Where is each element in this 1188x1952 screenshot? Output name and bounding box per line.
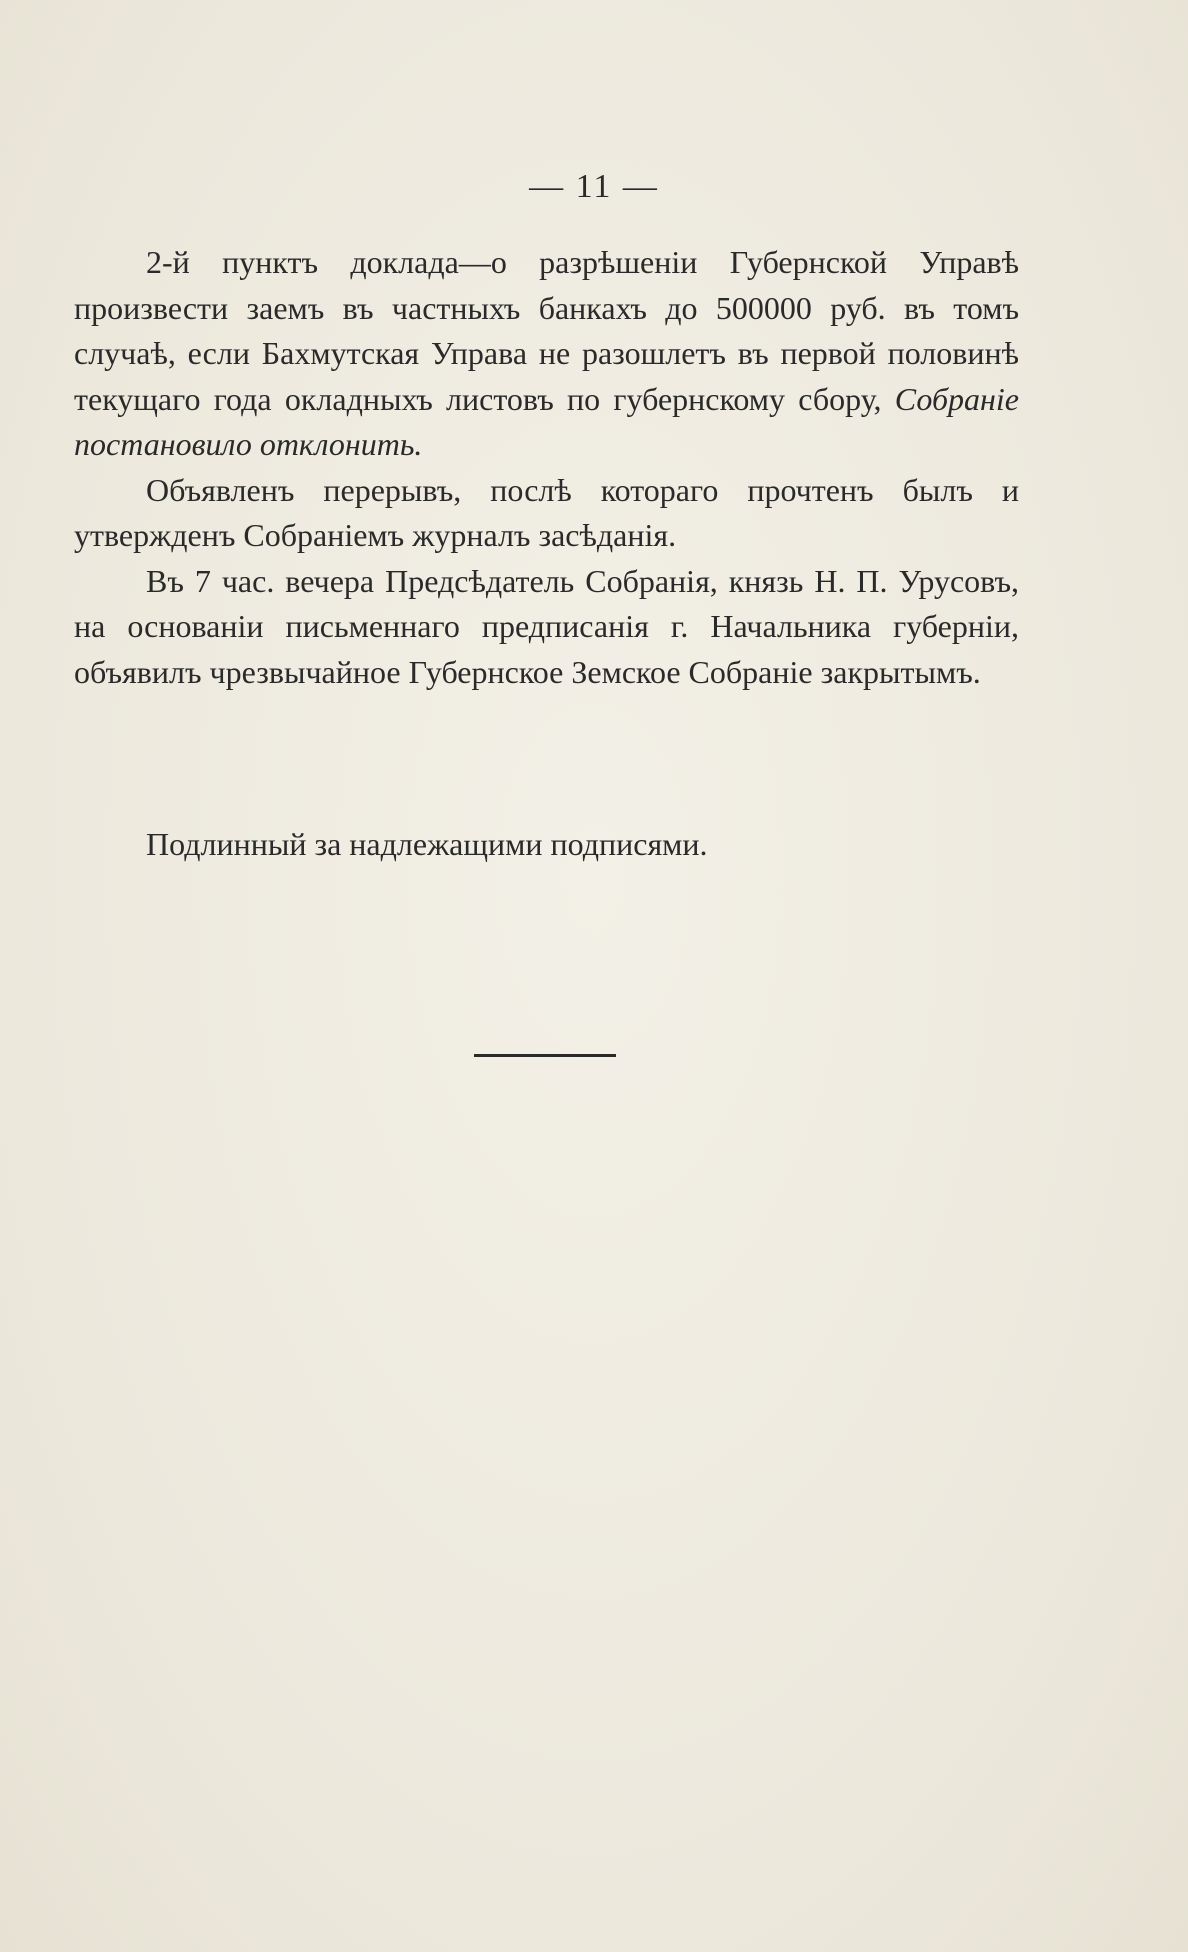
body-text (74, 240, 1019, 695)
paragraph-session-closing (74, 559, 1019, 696)
resolution-italic-text: Собраніе постановило отклонить. (74, 380, 1019, 462)
page-number: — 11 — (529, 168, 659, 205)
signature-note: Подлинный за надлежащими подписями. (146, 826, 708, 862)
paragraph-text: Объявленъ перерывъ, послѣ котораго прочтенъ былъ и утвержденъ Собраніемъ журналъ засѣданія. (74, 471, 1019, 553)
paragraph-text: 2-й пунктъ доклада—о разрѣшеніи Губернской Управѣ произвести заемъ въ частныхъ банкахъ до 500000 руб. въ томъ случаѣ, если Бахмутская Управа не разошлетъ въ первой половинѣ текущаго года окладныхъ листовъ по губернскому сбору, (74, 244, 1019, 417)
paragraph-text: Въ 7 час. вечера Предсѣдатель Собранія, князь Н. П. Урусовъ, на основаніи письменнаго предписанія г. Начальника губерніи, объявилъ чрезвычайное Губернское Земское Собраніе закрытымъ. (74, 562, 1019, 690)
horizontal-rule (474, 1054, 616, 1057)
paragraph-break-announcement (74, 468, 1019, 559)
paragraph-loan-report (74, 240, 1019, 468)
